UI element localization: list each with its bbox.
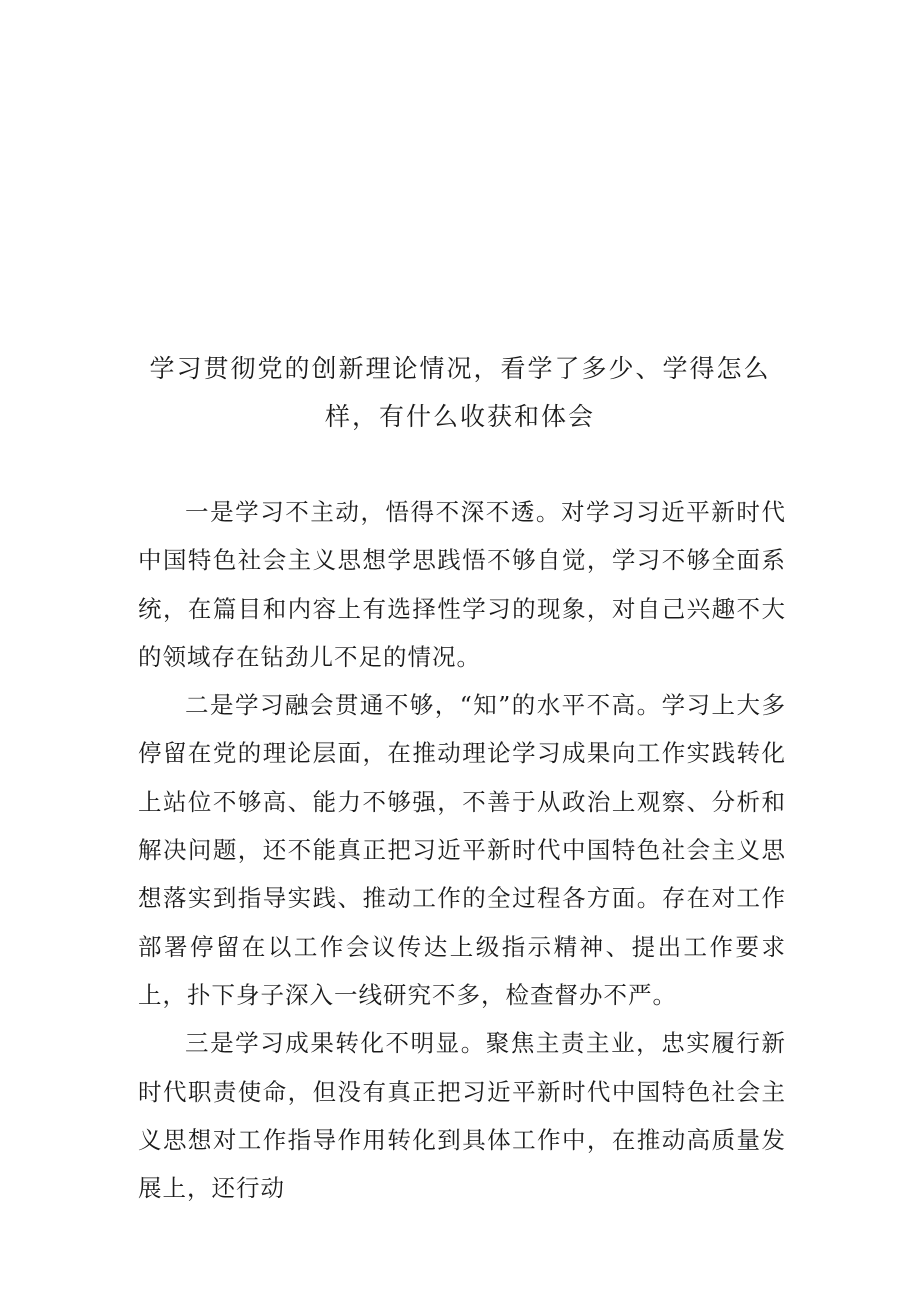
title-line-2: 样，有什么收获和体会 xyxy=(324,402,595,431)
paragraph-3: 三是学习成果转化不明显。聚焦主责主业，忠实履行新时代职责使命，但没有真正把习近平新时代中国特色社会主义思想对工作指导作用转化到具体工作中，在推动高质量发展上，还行动 xyxy=(138,1029,786,1203)
paragraph-2: 二是学习融会贯通不够，“知”的水平不高。学习上大多停留在党的理论层面，在推动理论学习成果向工作实践转化上站位不够高、能力不够强，不善于从政治上观察、分析和解决问题，还不能真正把习近平新时代中国特色社会主义思想落实到指导实践、推动工作的全过程各方面。存在对工作部署停留在以工作会议传达上级指示精神、提出工作要求上，扑下身子深入一线研究不多，检查督办不严。 xyxy=(138,691,786,1009)
paragraph-1: 一是学习不主动，悟得不深不透。对学习习近平新时代中国特色社会主义思想学思践悟不够自觉，学习不够全面系统，在篇目和内容上有选择性学习的现象，对自己兴趣不大的领域存在钻劲儿不足的情况。 xyxy=(138,498,786,671)
title-line-1: 学习贯彻党的创新理论情况，看学了多少、学得怎么 xyxy=(149,354,771,383)
document-title xyxy=(140,345,780,441)
document-body xyxy=(138,488,786,1212)
